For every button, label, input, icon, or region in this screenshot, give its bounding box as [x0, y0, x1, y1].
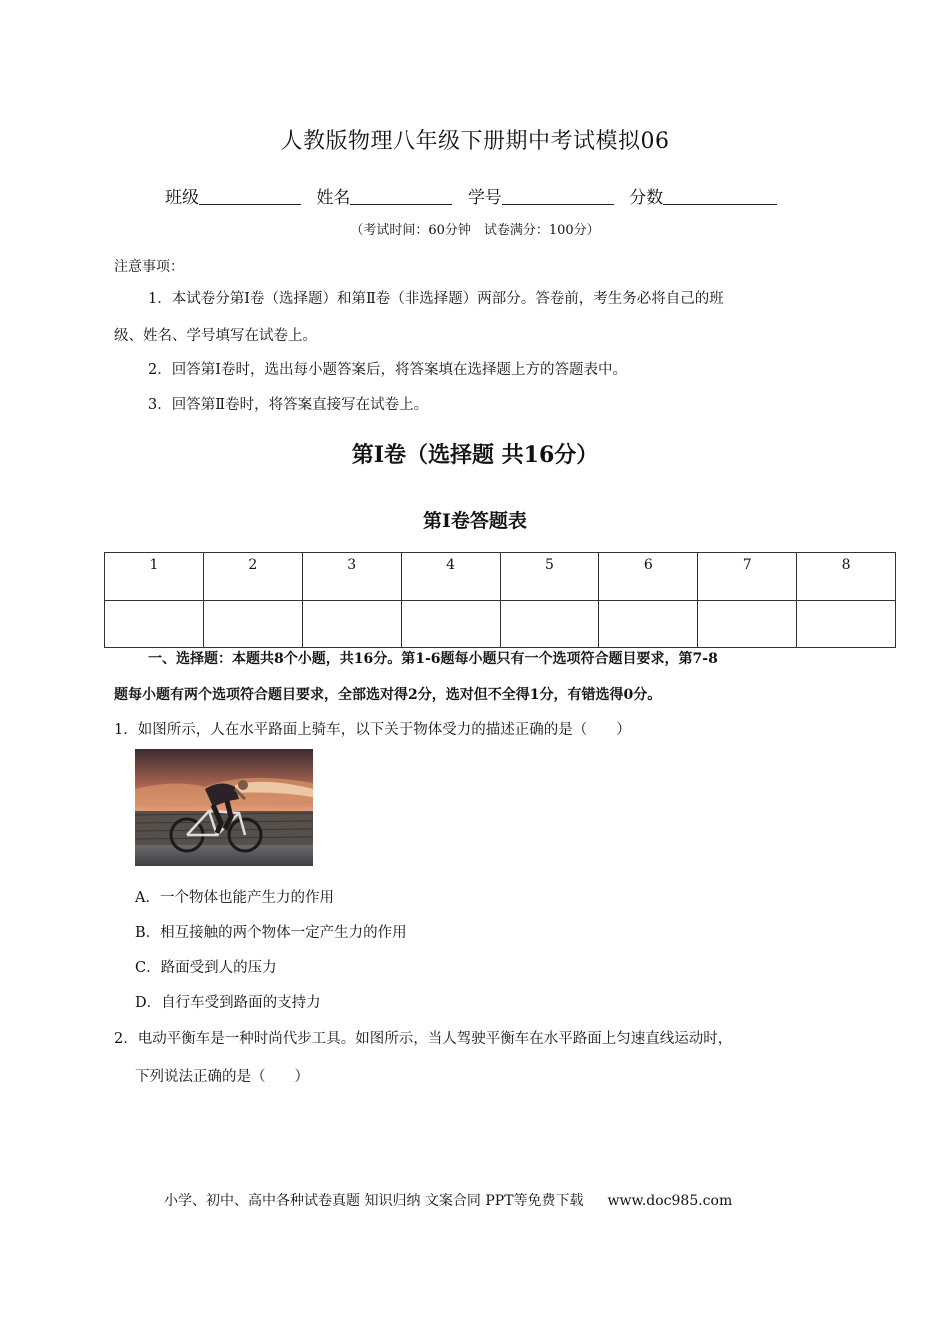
class-label: 班级: [165, 188, 199, 208]
name-field[interactable]: [316, 183, 452, 208]
answer-table-header-row: [105, 553, 896, 601]
question-1-stem: 1．如图所示，人在水平路面上骑车，以下关于物体受力的描述正确的是（ ）: [114, 722, 631, 738]
answer-cell[interactable]: [698, 601, 797, 648]
question-1-option-a: A．一个物体也能产生力的作用: [135, 890, 334, 906]
answer-table-answer-row: [105, 601, 896, 648]
answer-table-header: 8: [797, 553, 896, 601]
class-field[interactable]: [165, 183, 301, 208]
answer-table-header: 3: [302, 553, 401, 601]
answer-cell[interactable]: [500, 601, 599, 648]
section-title: 第Ⅰ卷（选择题 共16分）: [351, 442, 599, 468]
notes-heading: 注意事项：: [114, 259, 184, 275]
answer-table-header: 5: [500, 553, 599, 601]
answer-cell[interactable]: [203, 601, 302, 648]
answer-cell[interactable]: [105, 601, 204, 648]
question-2-stem-cont: 下列说法正确的是（ ）: [135, 1069, 309, 1085]
answer-table-header: 7: [698, 553, 797, 601]
student-info-line: [165, 183, 787, 208]
footer-url[interactable]: www.doc985.com: [607, 1193, 733, 1209]
note-item-2: 2．回答第Ⅰ卷时，选出每小题答案后，将答案填在选择题上方的答题表中。: [148, 362, 627, 378]
note-item-1: 1．本试卷分第Ⅰ卷（选择题）和第Ⅱ卷（非选择题）两部分。答卷前，考生务必将自己的班: [148, 291, 724, 307]
answer-cell[interactable]: [302, 601, 401, 648]
score-label: 分数: [629, 188, 664, 208]
answer-table-title: 第Ⅰ卷答题表: [423, 510, 527, 532]
footer-text: 小学、初中、高中各种试卷真题 知识归纳 文案合同 PPT等免费下载: [164, 1193, 584, 1209]
page-title: 人教版物理八年级下册期中考试模拟06: [280, 129, 670, 154]
class-blank[interactable]: [199, 188, 301, 205]
question-1-option-c: C．路面受到人的压力: [135, 960, 277, 976]
score-blank[interactable]: [663, 188, 777, 205]
note-item-3: 3．回答第Ⅱ卷时，将答案直接写在试卷上。: [148, 397, 429, 413]
cyclist-photo: [135, 749, 313, 866]
id-label: 学号: [467, 188, 502, 208]
score-field[interactable]: [629, 183, 777, 208]
note-item-1-cont: 级、姓名、学号填写在试卷上。: [114, 328, 317, 344]
answer-table-header: 4: [401, 553, 500, 601]
answer-table-header: 2: [203, 553, 302, 601]
question-2-stem: 2．电动平衡车是一种时尚代步工具。如图所示，当人驾驶平衡车在水平路面上匀速直线运动时，: [114, 1031, 733, 1047]
name-blank[interactable]: [350, 188, 452, 205]
answer-table-header: 6: [599, 553, 698, 601]
section-instructions-line1: 一、选择题：本题共8个小题，共16分。第1-6题每小题只有一个选项符合题目要求，第7-8: [148, 651, 718, 667]
id-blank[interactable]: [502, 188, 614, 205]
page-footer: [164, 1190, 732, 1210]
section-instructions-line2: 题每小题有两个选项符合题目要求，全部选对得2分，选对但不全得1分，有错选得0分。: [114, 687, 662, 703]
answer-cell[interactable]: [599, 601, 698, 648]
answer-table-header: 1: [105, 553, 204, 601]
id-field[interactable]: [468, 183, 614, 208]
answer-table: [104, 552, 896, 648]
answer-cell[interactable]: [797, 601, 896, 648]
question-1-option-b: B．相互接触的两个物体一定产生力的作用: [135, 925, 407, 941]
question-1-option-d: D．自行车受到路面的支持力: [135, 995, 321, 1011]
name-label: 姓名: [316, 188, 351, 208]
exam-info: （考试时间：60分钟 试卷满分：100分）: [350, 223, 600, 238]
answer-cell[interactable]: [401, 601, 500, 648]
